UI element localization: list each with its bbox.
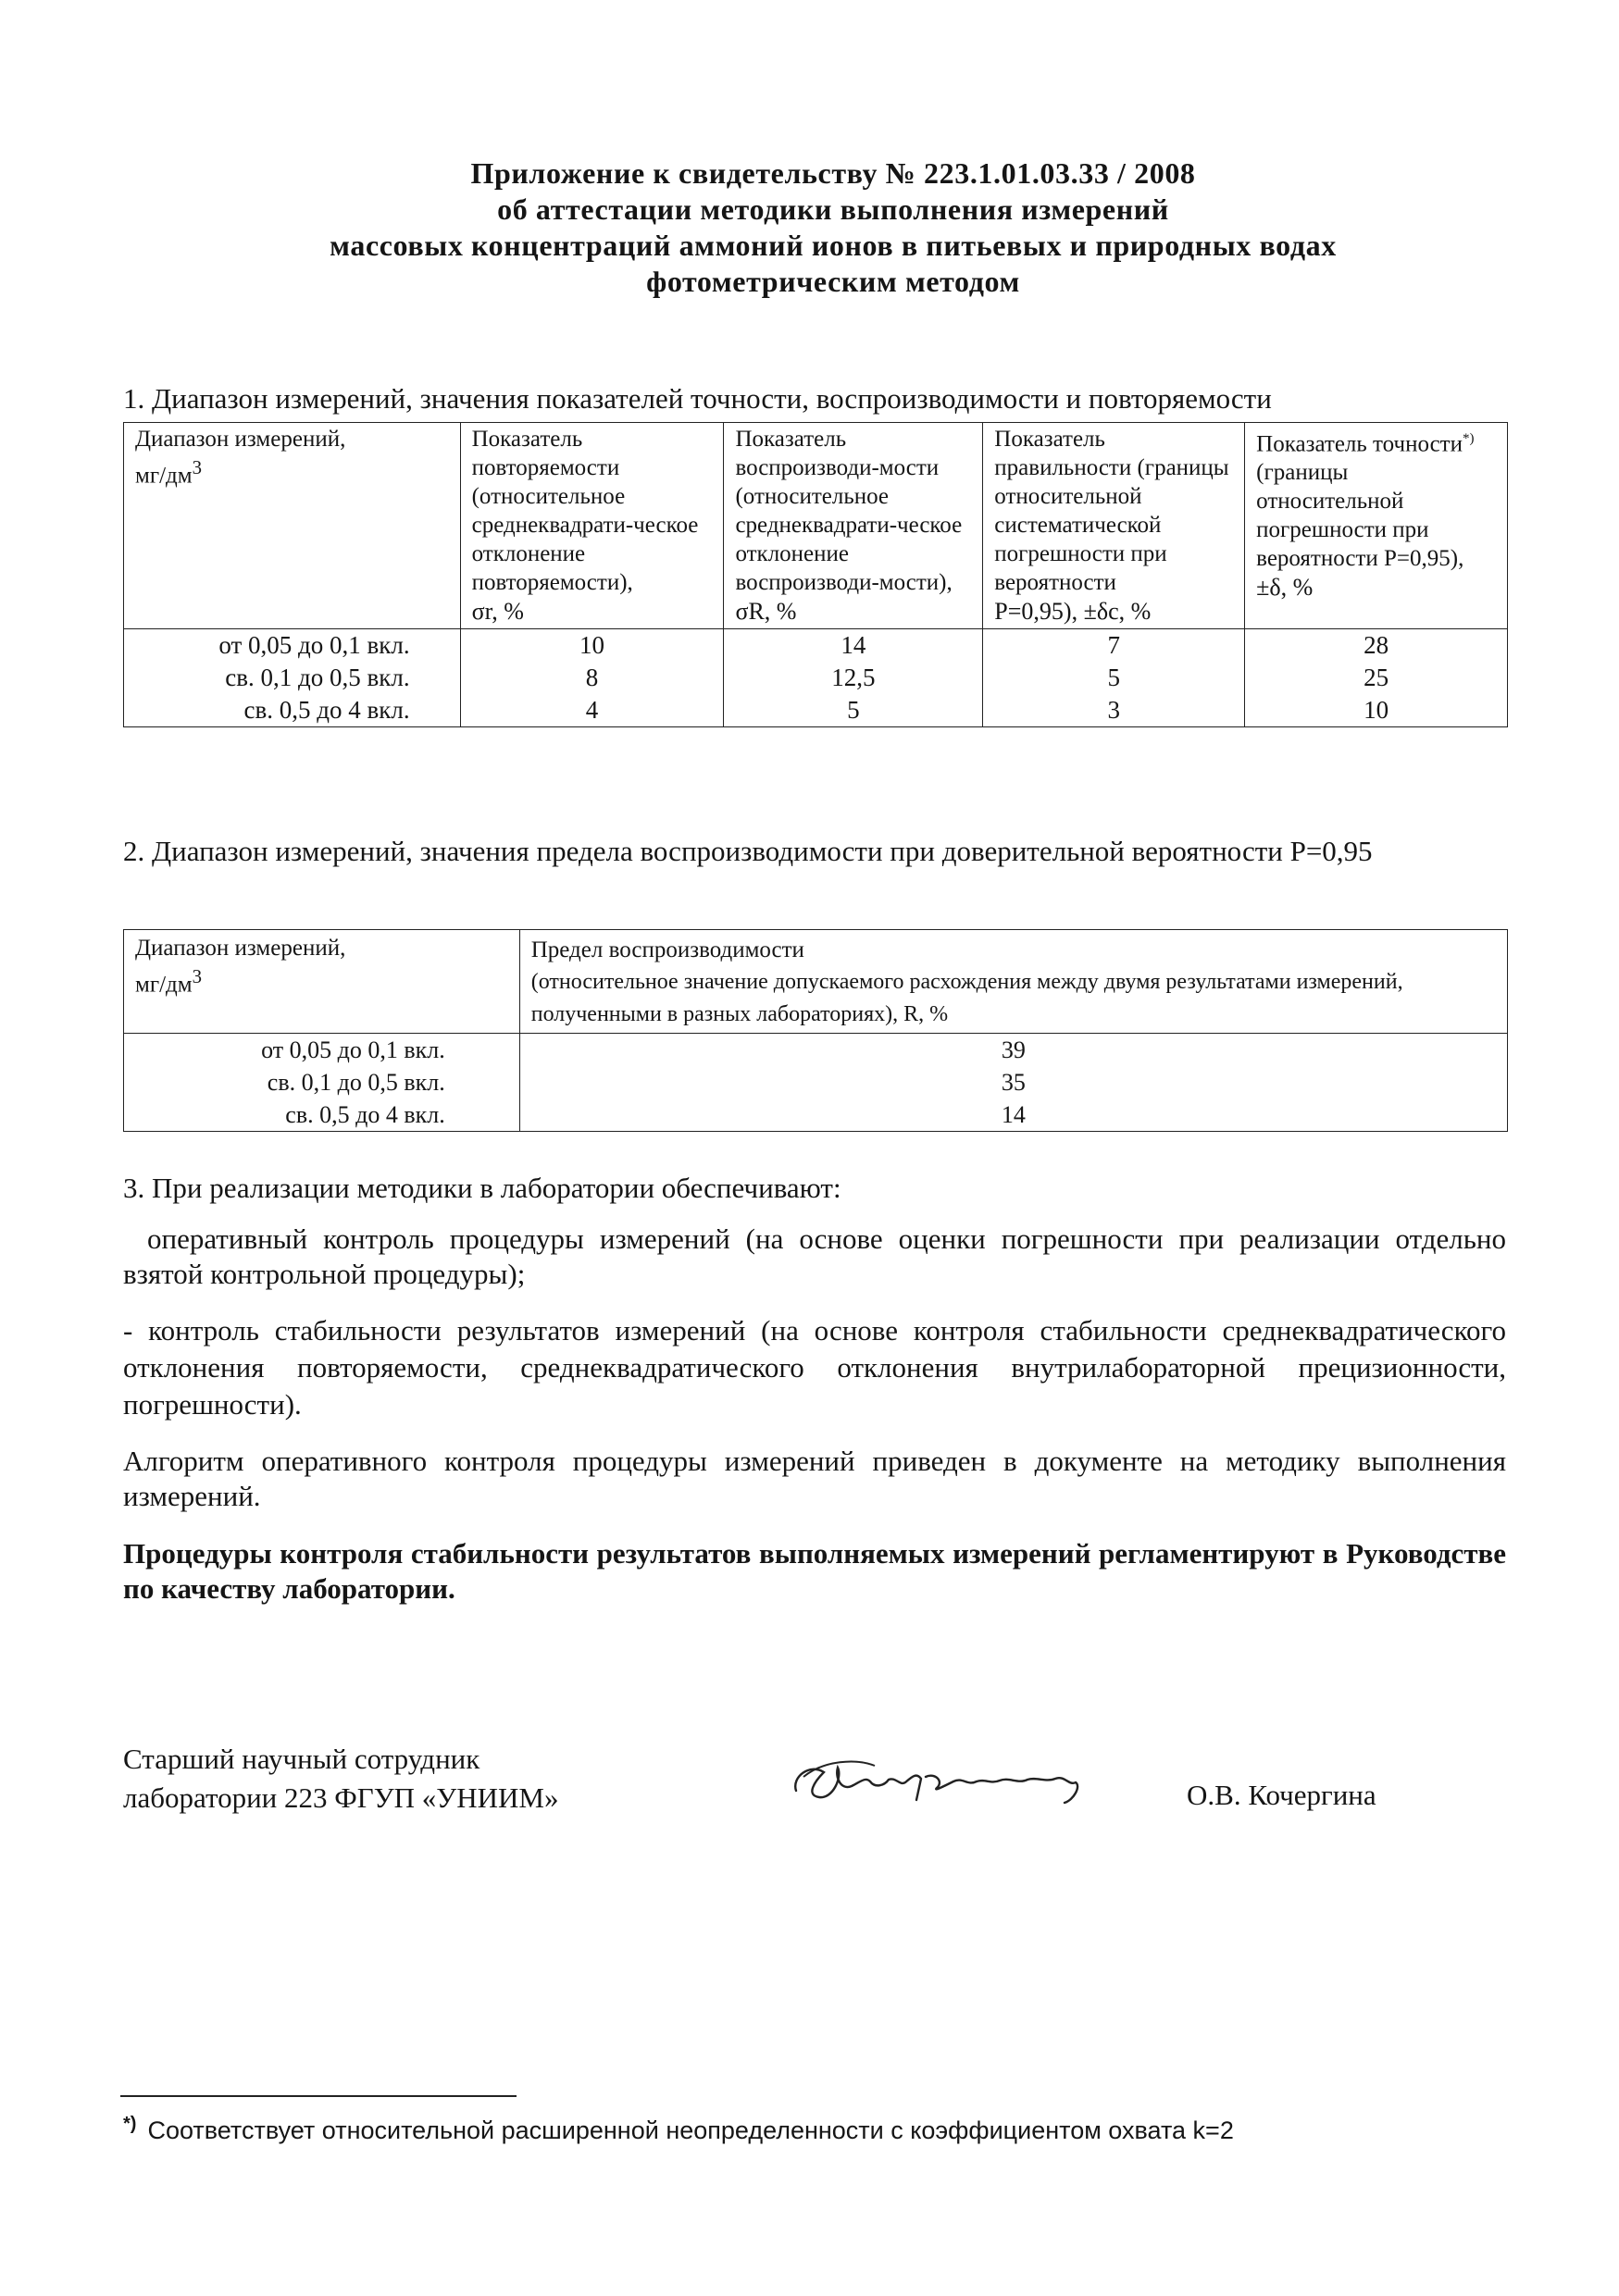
footnote bbox=[123, 2108, 1234, 2146]
cell-delta: 28 bbox=[1245, 629, 1508, 663]
cell-sigma-r: 10 bbox=[460, 629, 724, 663]
section-2-heading: 2. Диапазон измерений, значения предела воспроизводимости при доверительной вероятности P=0,95 bbox=[123, 835, 1373, 867]
table-row bbox=[124, 1066, 1508, 1098]
col-correctness-header bbox=[983, 423, 1245, 629]
col-repeatability-symbol: σr, % bbox=[471, 598, 524, 625]
section-3-paragraph-1: Алгоритм оперативного контроля процедуры измерений приведен в документе на методику выполнения измерений. bbox=[123, 1445, 1506, 1512]
limit-col-range-label: Диапазон измерений, bbox=[135, 936, 346, 961]
section-1-heading: 1. Диапазон измерений, значения показателей точности, воспроизводимости и повторяемости bbox=[123, 382, 1272, 415]
limit-table-header bbox=[124, 930, 1508, 1034]
footnote-text: Соответствует относительной расширенной неопределенности с коэффициентом охвата k=2 bbox=[147, 2116, 1234, 2144]
header-line-4: фотометрическим методом bbox=[646, 265, 1020, 298]
cell-limit-R: 35 bbox=[519, 1066, 1507, 1098]
limit-col-title: Предел воспроизводимости bbox=[530, 937, 804, 962]
cell-delta: 10 bbox=[1245, 694, 1508, 727]
col-range-unit: мг/дм bbox=[135, 463, 193, 489]
cell-sigma-r: 4 bbox=[460, 694, 724, 727]
table-row bbox=[124, 629, 1508, 663]
section-3-heading: 3. При реализации методики в лаборатории обеспечивают: bbox=[123, 1172, 841, 1204]
signer-position bbox=[123, 1740, 558, 1818]
col-repeatability-text: Показатель повторяемости (относительное среднеквадрати-ческое отклонение повторяемости), bbox=[471, 427, 699, 595]
header-line-1: Приложение к свидетельству № 223.1.01.03.33 / 2008 bbox=[470, 156, 1196, 190]
cell-limit-R: 39 bbox=[519, 1034, 1507, 1067]
cell-delta-c: 5 bbox=[983, 662, 1245, 694]
col-reproducibility-header bbox=[724, 423, 983, 629]
section-3-item-1: оперативный контроль процедуры измерений (на основе оценки погрешности при реализации отдельно взятой контрольной процедуры); bbox=[123, 1222, 1506, 1290]
limit-col-range-unit-exp: 3 bbox=[192, 965, 202, 987]
col-correctness-text: Показатель правильности (границы относительной систематической погрешности при вероятности bbox=[994, 427, 1229, 595]
cell-range: св. 0,5 до 4 вкл. bbox=[124, 694, 461, 727]
col-repeatability-header bbox=[460, 423, 724, 629]
cell-sigma-R: 14 bbox=[724, 629, 983, 663]
col-accuracy-body: (границы относительной погрешности при вероятности P=0,95), bbox=[1256, 460, 1464, 572]
signer-position-line-2: лаборатории 223 ФГУП «УНИИМ» bbox=[123, 1781, 559, 1814]
table-row bbox=[124, 1098, 1508, 1132]
section-3-item-2: - контроль стабильности результатов измерений (на основе контроля стабильности среднеквадратического отклонения повторяемости, среднеквадратического отклонения внутрилабораторной прецизионности, погрешности). bbox=[123, 1314, 1506, 1421]
signer-position-line-1: Старший научный сотрудник bbox=[123, 1743, 480, 1775]
table-row bbox=[124, 662, 1508, 694]
signer-name: О.В. Кочергина bbox=[1187, 1779, 1376, 1811]
col-accuracy-footnote-mark: *) bbox=[1462, 431, 1475, 446]
col-range-header bbox=[124, 423, 461, 629]
reproducibility-limit-table bbox=[123, 929, 1508, 1132]
col-accuracy-title: Показатель точности bbox=[1256, 431, 1463, 457]
limit-col-range-unit: мг/дм bbox=[135, 972, 193, 998]
cell-delta: 25 bbox=[1245, 662, 1508, 694]
section-3-paragraph-2: Процедуры контроля стабильности результатов выполняемых измерений регламентируют в Руководстве по качеству лаборатории. bbox=[123, 1537, 1506, 1605]
cell-sigma-R: 5 bbox=[724, 694, 983, 727]
cell-range: св. 0,1 до 0,5 вкл. bbox=[124, 662, 461, 694]
footnote-divider bbox=[120, 2095, 517, 2097]
col-accuracy-header bbox=[1245, 423, 1508, 629]
col-reproducibility-text: Показатель воспроизводи-мости (относительное среднеквадрати-ческое отклонение воспроизводи-мости), bbox=[735, 427, 963, 595]
cell-range: св. 0,5 до 4 вкл. bbox=[124, 1098, 520, 1132]
header-line-2: об аттестации методики выполнения измерений bbox=[497, 192, 1169, 226]
cell-delta-c: 3 bbox=[983, 694, 1245, 727]
table-row bbox=[124, 1034, 1508, 1067]
limit-col-range-header bbox=[124, 930, 520, 1034]
footnote-mark: *) bbox=[123, 2114, 137, 2134]
col-correctness-symbol: P=0,95), ±δc, % bbox=[994, 598, 1152, 625]
cell-delta-c: 7 bbox=[983, 629, 1245, 663]
table-row bbox=[124, 694, 1508, 727]
cell-range: от 0,05 до 0,1 вкл. bbox=[124, 629, 461, 663]
cell-sigma-R: 12,5 bbox=[724, 662, 983, 694]
col-range-unit-exp: 3 bbox=[192, 456, 202, 478]
cell-range: св. 0,1 до 0,5 вкл. bbox=[124, 1066, 520, 1098]
cell-range: от 0,05 до 0,1 вкл. bbox=[124, 1034, 520, 1067]
header-line-3: массовых концентраций аммоний ионов в питьевых и природных водах bbox=[330, 229, 1337, 262]
col-accuracy-symbol: ±δ, % bbox=[1256, 574, 1314, 602]
handwritten-signature bbox=[787, 1749, 1120, 1814]
col-reproducibility-symbol: σR, % bbox=[735, 598, 797, 625]
limit-col-value-header bbox=[519, 930, 1507, 1034]
col-range-label: Диапазон измерений, bbox=[135, 427, 346, 452]
cell-limit-R: 14 bbox=[519, 1098, 1507, 1132]
limit-col-body: (относительное значение допускаемого расхождения между двумя результатами измерений, полученными в разных лабораториях), R, % bbox=[530, 970, 1403, 1026]
document-header bbox=[185, 155, 1481, 300]
accuracy-table-header bbox=[124, 423, 1508, 629]
cell-sigma-r: 8 bbox=[460, 662, 724, 694]
accuracy-table bbox=[123, 422, 1508, 727]
